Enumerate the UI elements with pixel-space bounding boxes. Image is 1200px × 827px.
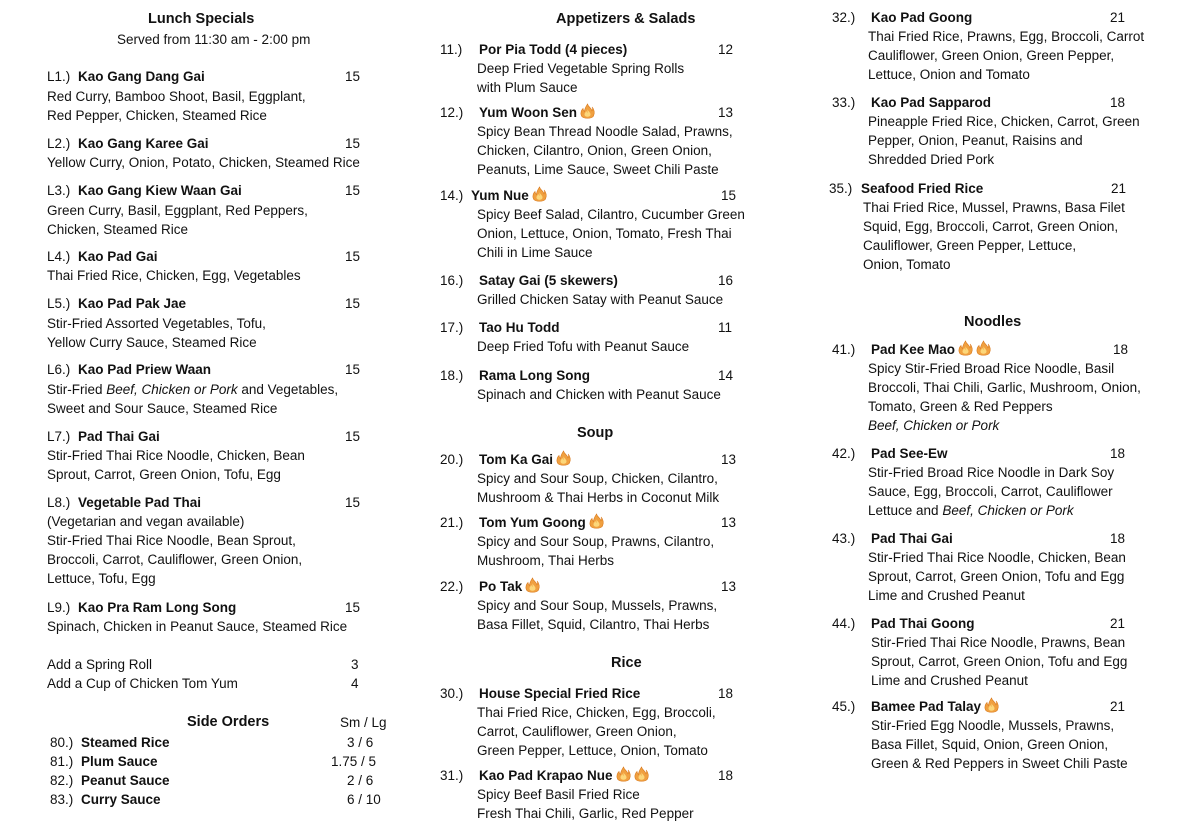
- item-price: 15: [345, 296, 361, 311]
- item-desc: Cauliflower, Green Onion, Green Pepper,: [868, 48, 1115, 63]
- appetizers-title: Appetizers & Salads: [556, 11, 696, 27]
- item-number: 83.): [50, 792, 74, 807]
- item-price: 15: [345, 362, 361, 377]
- item-desc: Sprout, Carrot, Green Onion, Tofu and Egg: [871, 654, 1128, 669]
- fire-icon: [616, 766, 631, 783]
- item-desc: Basa Fillet, Squid, Cilantro, Thai Herbs: [477, 617, 710, 632]
- item-desc: Sweet and Sour Sauce, Steamed Rice: [47, 401, 278, 416]
- item-price: 1.75 / 5: [331, 754, 377, 769]
- item-number: L9.): [47, 600, 71, 615]
- item-number: 20.): [440, 452, 464, 467]
- item-desc: Pineapple Fried Rice, Chicken, Carrot, Green: [868, 114, 1140, 129]
- item-desc: Cauliflower, Green Pepper, Lettuce,: [863, 238, 1077, 253]
- item-price: 18: [1110, 95, 1126, 110]
- item-desc: Sauce, Egg, Broccoli, Carrot, Cauliflower: [868, 484, 1113, 499]
- item-name: Yum Woon Sen: [479, 103, 595, 120]
- protein-choice: Beef, Chicken or Pork: [106, 382, 238, 397]
- item-desc: Lettuce and Beef, Chicken or Pork: [868, 503, 1074, 518]
- item-number: 22.): [440, 579, 464, 594]
- item-desc: Broccoli, Carrot, Cauliflower, Green Onion,: [47, 552, 303, 567]
- rice-title: Rice: [611, 655, 642, 671]
- item-desc: Spicy Bean Thread Noodle Salad, Prawns,: [477, 124, 733, 139]
- item-price: 13: [721, 515, 737, 530]
- item-desc: Spicy and Sour Soup, Chicken, Cilantro,: [477, 471, 718, 486]
- item-desc: Tomato, Green & Red Peppers: [868, 399, 1053, 414]
- item-price: 15: [345, 429, 361, 444]
- item-desc: Stir-Fried Egg Noodle, Mussels, Prawns,: [871, 718, 1115, 733]
- item-name: Kao Pad Goong: [871, 10, 973, 25]
- item-desc: Stir-Fried Thai Rice Noodle, Chicken, Bean: [868, 550, 1126, 565]
- item-desc: Spicy and Sour Soup, Mussels, Prawns,: [477, 598, 718, 613]
- item-number: 45.): [832, 699, 856, 714]
- item-name: Pad Kee Mao: [871, 340, 991, 357]
- item-price: 2 / 6: [347, 773, 374, 788]
- item-desc: Spicy and Sour Soup, Prawns, Cilantro,: [477, 534, 715, 549]
- item-price: 16: [718, 273, 734, 288]
- item-desc: Stir-Fried Thai Rice Noodle, Bean Sprout,: [47, 533, 296, 548]
- fire-icon: [976, 340, 991, 357]
- item-name: Kao Pad Krapao Nue: [479, 766, 649, 783]
- fire-icon: [532, 186, 547, 203]
- item-desc: Chili in Lime Sauce: [477, 245, 593, 260]
- item-desc: Deep Fried Vegetable Spring Rolls: [477, 61, 685, 76]
- item-desc: Chicken, Steamed Rice: [47, 222, 189, 237]
- item-name: Kao Pra Ram Long Song: [78, 600, 237, 615]
- item-name: Kao Pad Priew Waan: [78, 362, 212, 377]
- item-desc: Green & Red Peppers in Sweet Chili Paste: [871, 756, 1128, 771]
- item-name: Kao Pad Pak Jae: [78, 296, 187, 311]
- item-name: Pad See-Ew: [871, 446, 948, 461]
- item-number: L6.): [47, 362, 71, 377]
- item-desc: Yellow Curry Sauce, Steamed Rice: [47, 335, 257, 350]
- item-desc: (Vegetarian and vegan available): [47, 514, 245, 529]
- item-desc: Shredded Dried Pork: [868, 152, 995, 167]
- soup-title: Soup: [577, 425, 614, 441]
- item-price: 6 / 10: [347, 792, 381, 807]
- item-price: 21: [1111, 181, 1127, 196]
- item-number: 82.): [50, 773, 74, 788]
- item-name: Yum Nue: [471, 186, 547, 203]
- item-desc: Deep Fried Tofu with Peanut Sauce: [477, 339, 690, 354]
- item-name: Steamed Rice: [81, 735, 170, 750]
- item-name: Curry Sauce: [81, 792, 161, 807]
- fire-icon: [958, 340, 973, 357]
- item-number: 21.): [440, 515, 464, 530]
- item-desc: Spinach, Chicken in Peanut Sauce, Steamed Rice: [47, 619, 348, 634]
- item-desc: Basa Fillet, Squid, Onion, Green Onion,: [871, 737, 1109, 752]
- item-name: Kao Pad Gai: [78, 249, 158, 264]
- item-desc: Yellow Curry, Onion, Potato, Chicken, Steamed Rice: [47, 155, 360, 170]
- item-desc: Chicken, Cilantro, Onion, Green Onion,: [477, 143, 712, 158]
- item-name: Po Tak: [479, 577, 540, 594]
- item-desc: Broccoli, Thai Chili, Garlic, Mushroom, Onion,: [868, 380, 1141, 395]
- lunch-title: Lunch Specials: [148, 11, 255, 27]
- item-desc: Lettuce, Onion and Tomato: [868, 67, 1030, 82]
- item-price: 14: [718, 368, 734, 383]
- item-price: 15: [721, 188, 737, 203]
- item-name: Plum Sauce: [81, 754, 158, 769]
- item-number: L5.): [47, 296, 71, 311]
- item-name: Kao Gang Kiew Waan Gai: [78, 183, 242, 198]
- item-price: 15: [345, 249, 361, 264]
- item-desc: Spinach and Chicken with Peanut Sauce: [477, 387, 721, 402]
- item-price: 21: [1110, 616, 1126, 631]
- fire-icon: [580, 103, 595, 120]
- item-price: 15: [345, 183, 361, 198]
- item-desc: Lettuce, Tofu, Egg: [47, 571, 156, 586]
- item-name: Tom Yum Goong: [479, 513, 604, 530]
- item-desc: Stir-Fried Assorted Vegetables, Tofu,: [47, 316, 266, 331]
- item-name: Bamee Pad Talay: [871, 697, 999, 714]
- item-number: 30.): [440, 686, 464, 701]
- fire-icon: [634, 766, 649, 783]
- item-number: 14.): [440, 188, 464, 203]
- item-price: 18: [718, 686, 734, 701]
- fire-icon: [525, 577, 540, 594]
- protein-choice: Beef, Chicken or Pork: [868, 418, 1000, 433]
- item-number: 11.): [440, 42, 463, 57]
- item-number: L3.): [47, 183, 71, 198]
- item-price: 15: [345, 600, 361, 615]
- item-number: 41.): [832, 342, 856, 357]
- item-desc: Red Curry, Bamboo Shoot, Basil, Eggplant,: [47, 89, 306, 104]
- addon-label: Add a Spring Roll: [47, 657, 153, 672]
- item-number: L7.): [47, 429, 71, 444]
- item-desc: Stir-Fried Thai Rice Noodle, Chicken, Bean: [47, 448, 305, 463]
- item-desc: Spicy Stir-Fried Broad Rice Noodle, Basil: [868, 361, 1115, 376]
- item-desc: Green Pepper, Lettuce, Onion, Tomato: [477, 743, 708, 758]
- protein-choice: Beef, Chicken or Pork: [942, 503, 1074, 518]
- item-number: 18.): [440, 368, 464, 383]
- item-price: 15: [345, 136, 361, 151]
- item-price: 11: [718, 320, 733, 335]
- item-number: 31.): [440, 768, 464, 783]
- item-number: 32.): [832, 10, 856, 25]
- item-name: Peanut Sauce: [81, 773, 170, 788]
- item-number: 16.): [440, 273, 464, 288]
- item-price: 12: [718, 42, 734, 57]
- item-desc: Sprout, Carrot, Green Onion, Tofu, Egg: [47, 467, 281, 482]
- addon-price: 3: [351, 657, 359, 672]
- item-number: 43.): [832, 531, 856, 546]
- item-name: Rama Long Song: [479, 368, 590, 383]
- addon-label: Add a Cup of Chicken Tom Yum: [47, 676, 238, 691]
- item-price: 18: [1110, 446, 1126, 461]
- item-number: L8.): [47, 495, 71, 510]
- item-desc: Thai Fried Rice, Chicken, Egg, Vegetables: [47, 268, 301, 283]
- item-number: L2.): [47, 136, 71, 151]
- item-number: 33.): [832, 95, 856, 110]
- item-desc: Onion, Tomato: [863, 257, 951, 272]
- item-desc: Lime and Crushed Peanut: [868, 588, 1025, 603]
- sides-title: Side Orders: [187, 714, 270, 730]
- item-desc: Stir-Fried Thai Rice Noodle, Prawns, Bean: [871, 635, 1126, 650]
- item-price: 18: [1110, 531, 1126, 546]
- item-name: Seafood Fried Rice: [861, 181, 984, 196]
- lunch-subtitle: Served from 11:30 am - 2:00 pm: [117, 32, 311, 47]
- item-desc: Stir-Fried Beef, Chicken or Pork and Vegetables,: [47, 382, 339, 397]
- fire-icon: [984, 697, 999, 714]
- item-desc: Grilled Chicken Satay with Peanut Sauce: [477, 292, 724, 307]
- item-name: House Special Fried Rice: [479, 686, 641, 701]
- item-price: 13: [718, 105, 734, 120]
- item-desc: Fresh Thai Chili, Garlic, Red Pepper: [477, 806, 694, 821]
- item-number: 80.): [50, 735, 74, 750]
- item-desc: Thai Fried Rice, Chicken, Egg, Broccoli,: [477, 705, 716, 720]
- item-number: 81.): [50, 754, 74, 769]
- item-price: 13: [721, 452, 737, 467]
- item-number: L4.): [47, 249, 71, 264]
- item-price: 21: [1110, 699, 1126, 714]
- item-name: Pad Thai Gai: [871, 531, 953, 546]
- item-number: 35.): [829, 181, 853, 196]
- item-desc: Spicy Beef Salad, Cilantro, Cucumber Green: [477, 207, 745, 222]
- noodles-title: Noodles: [964, 314, 1022, 330]
- item-name: Pad Thai Goong: [871, 616, 975, 631]
- item-desc: Spicy Beef Basil Fried Rice: [477, 787, 640, 802]
- item-name: Satay Gai (5 skewers): [479, 273, 618, 288]
- item-name: Kao Gang Karee Gai: [78, 136, 209, 151]
- item-price: 3 / 6: [347, 735, 374, 750]
- item-price: 18: [1113, 342, 1129, 357]
- item-number: L1.): [47, 69, 71, 84]
- item-number: 17.): [440, 320, 464, 335]
- item-price: 15: [345, 69, 361, 84]
- item-name: Kao Pad Sapparod: [871, 95, 992, 110]
- item-desc: Red Pepper, Chicken, Steamed Rice: [47, 108, 267, 123]
- item-desc: Stir-Fried Broad Rice Noodle in Dark Soy: [868, 465, 1115, 480]
- item-desc: with Plum Sauce: [477, 80, 578, 95]
- item-desc: Lime and Crushed Peanut: [871, 673, 1028, 688]
- item-desc: Peanuts, Lime Sauce, Sweet Chili Paste: [477, 162, 719, 177]
- item-desc: Thai Fried Rice, Prawns, Egg, Broccoli, Carrot: [868, 29, 1145, 44]
- item-desc: Mushroom & Thai Herbs in Coconut Milk: [477, 490, 720, 505]
- sides-size-header: Sm / Lg: [340, 715, 387, 730]
- item-name: Tao Hu Todd: [479, 320, 560, 335]
- item-price: 15: [345, 495, 361, 510]
- addon-price: 4: [351, 676, 359, 691]
- item-desc: Pepper, Onion, Peanut, Raisins and: [868, 133, 1083, 148]
- item-number: 42.): [832, 446, 856, 461]
- fire-icon: [556, 450, 571, 467]
- item-desc: Squid, Egg, Broccoli, Carrot, Green Onion,: [863, 219, 1119, 234]
- item-price: 21: [1110, 10, 1126, 25]
- item-name: Pad Thai Gai: [78, 429, 160, 444]
- item-desc: Onion, Lettuce, Onion, Tomato, Fresh Thai: [477, 226, 732, 241]
- item-name: Tom Ka Gai: [479, 450, 571, 467]
- item-number: 12.): [440, 105, 464, 120]
- item-price: 13: [721, 579, 737, 594]
- fire-icon: [589, 513, 604, 530]
- item-number: 44.): [832, 616, 856, 631]
- item-name: Por Pia Todd (4 pieces): [479, 42, 628, 57]
- item-desc: Carrot, Cauliflower, Green Onion,: [477, 724, 677, 739]
- item-name: Kao Gang Dang Gai: [78, 69, 205, 84]
- item-desc: Thai Fried Rice, Mussel, Prawns, Basa Filet: [863, 200, 1125, 215]
- item-desc: Sprout, Carrot, Green Onion, Tofu and Egg: [868, 569, 1125, 584]
- item-desc: Green Curry, Basil, Eggplant, Red Peppers,: [47, 203, 308, 218]
- item-desc: Mushroom, Thai Herbs: [477, 553, 615, 568]
- item-name: Vegetable Pad Thai: [78, 495, 202, 510]
- item-price: 18: [718, 768, 734, 783]
